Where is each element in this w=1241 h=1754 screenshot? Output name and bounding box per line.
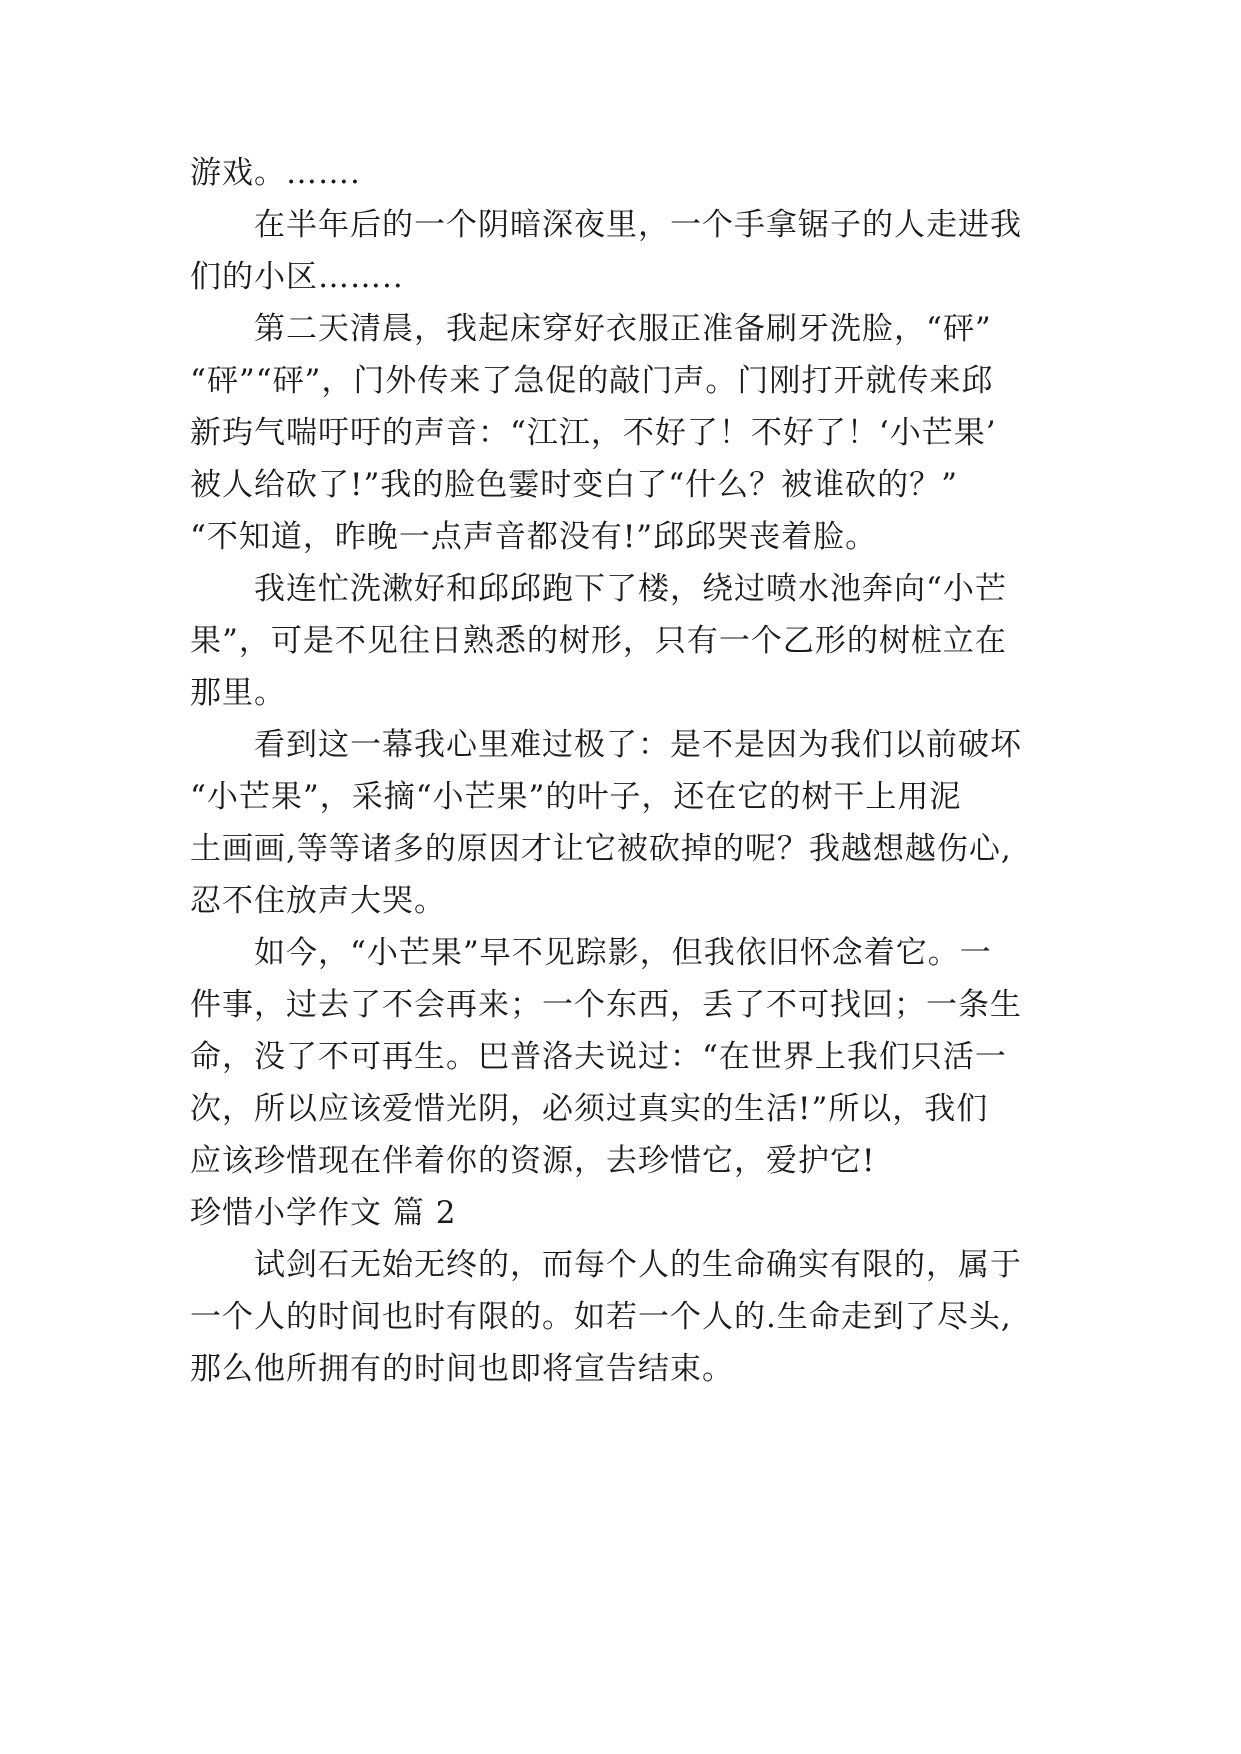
paragraph-line: “不知道，昨晚一点声音都没有!”邱邱哭丧着脸。 — [190, 519, 878, 555]
paragraph-line: 们的小区…….. — [190, 259, 404, 295]
paragraph-line: 第二天清晨，我起床穿好衣服正准备刷牙洗脸，“砰” — [190, 311, 992, 347]
paragraph-line: 游戏。……. — [190, 155, 361, 191]
paragraph-line: 被人给砍了!”我的脸色霎时变白了“什么？被谁砍的？” — [190, 467, 958, 503]
paragraph-line: 果”，可是不见往日熟悉的树形，只有一个乙形的树桩立在 — [190, 623, 1007, 659]
paragraph-line: 新玙气喘吁吁的声音：“江江，不好了！不好了！‘小芒果’ — [190, 415, 997, 451]
paragraph-line: 命，没了不可再生。巴普洛夫说过：“在世界上我们只活一 — [190, 1039, 1007, 1075]
paragraph-line: 我连忙洗漱好和邱邱跑下了楼，绕过喷水池奔向“小芒 — [190, 571, 1007, 607]
paragraph-line: 试剑石无始无终的，而每个人的生命确实有限的，属于 — [190, 1247, 1022, 1283]
section-heading: 珍惜小学作文 篇 2 — [190, 1195, 457, 1231]
paragraph-line: 应该珍惜现在伴着你的资源，去珍惜它，爱护它! — [190, 1143, 876, 1179]
paragraph-line: 土画画,等等诸多的原因才让它被砍掉的呢？我越想越伤心, — [190, 831, 1012, 867]
paragraph-line: 忍不住放声大哭。 — [190, 883, 446, 919]
paragraph-line: 一个人的时间也时有限的。如若一个人的.生命走到了尽头, — [190, 1299, 1012, 1335]
paragraph-line: 看到这一幕我心里难过极了：是不是因为我们以前破坏 — [190, 727, 1022, 763]
paragraph-line: “小芒果”，采摘“小芒果”的叶子，还在它的树干上用泥 — [190, 779, 962, 815]
paragraph-line: 在半年后的一个阴暗深夜里，一个手拿锯子的人走进我 — [190, 207, 1022, 243]
paragraph-line: 那么他所拥有的时间也即将宣告结束。 — [190, 1351, 734, 1387]
paragraph-line: “砰”“砰”，门外传来了急促的敲门声。门刚打开就传来邱 — [190, 363, 994, 399]
paragraph-line: 次，所以应该爱惜光阴，必须过真实的生活!”所以，我们 — [190, 1091, 989, 1127]
paragraph-line: 那里。 — [190, 675, 286, 711]
paragraph-line: 如今，“小芒果”早不见踪影，但我依旧怀念着它。一 — [190, 935, 992, 971]
paragraph-line: 件事，过去了不会再来；一个东西，丢了不可找回；一条生 — [190, 987, 1022, 1023]
